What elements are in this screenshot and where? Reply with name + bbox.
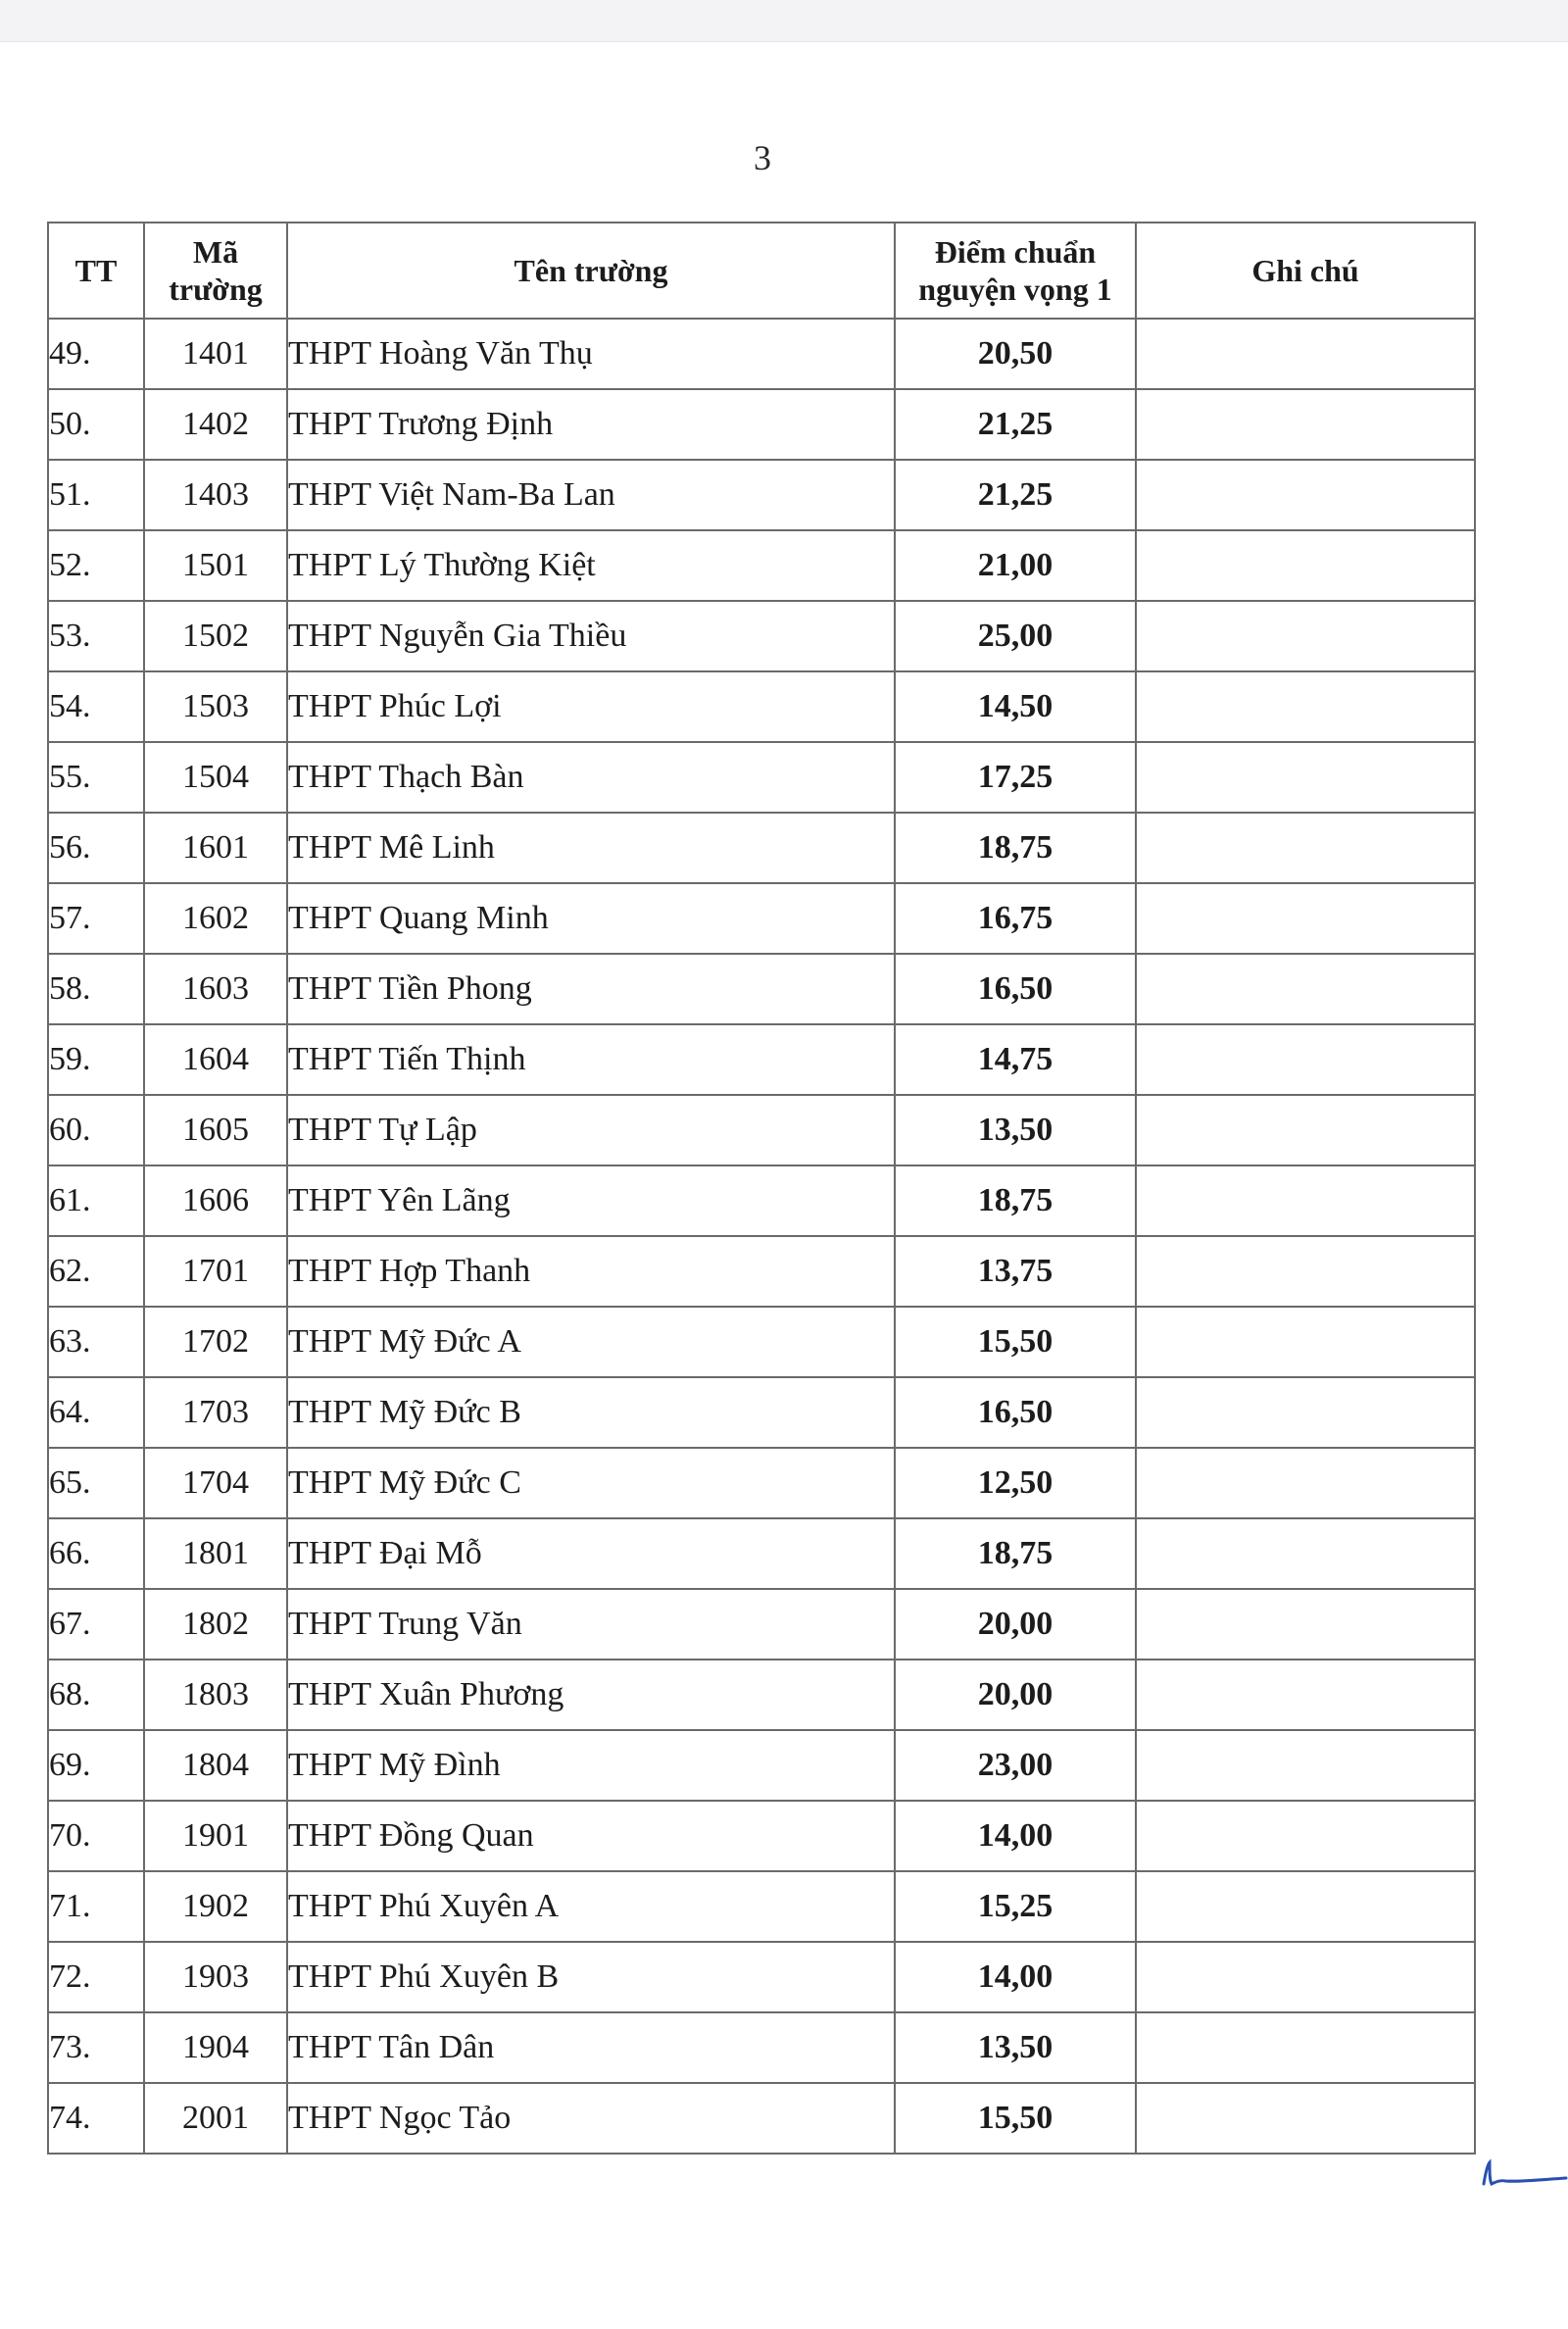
cell-tt: 63. [48, 1307, 144, 1377]
cell-cutoff-score: 15,50 [895, 2083, 1136, 2154]
cell-school-code: 1401 [144, 319, 287, 389]
cell-school-code: 1702 [144, 1307, 287, 1377]
cell-school-name: THPT Tân Dân [287, 2012, 895, 2083]
cell-school-name: THPT Mỹ Đình [287, 1730, 895, 1801]
cell-cutoff-score: 18,75 [895, 813, 1136, 883]
page-number: 3 [754, 138, 771, 177]
cell-note [1136, 1660, 1475, 1730]
cell-tt: 68. [48, 1660, 144, 1730]
table-row [48, 319, 1475, 389]
cell-school-code: 1503 [144, 671, 287, 742]
table-row [48, 1660, 1475, 1730]
table-row [48, 1165, 1475, 1236]
admission-scores-table [47, 222, 1476, 2155]
cell-tt: 69. [48, 1730, 144, 1801]
cell-cutoff-score: 16,50 [895, 1377, 1136, 1448]
table-row [48, 813, 1475, 883]
table-row [48, 1801, 1475, 1871]
cell-tt: 52. [48, 530, 144, 601]
cell-cutoff-score: 16,50 [895, 954, 1136, 1024]
table-row [48, 2083, 1475, 2154]
cell-school-code: 1501 [144, 530, 287, 601]
header-school-code-line1: Mã [192, 234, 239, 270]
cell-school-name: THPT Hoàng Văn Thụ [287, 319, 895, 389]
cell-school-name: THPT Mê Linh [287, 813, 895, 883]
cell-school-name: THPT Phúc Lợi [287, 671, 895, 742]
cell-note [1136, 1236, 1475, 1307]
cell-school-code: 1802 [144, 1589, 287, 1660]
cell-cutoff-score: 23,00 [895, 1730, 1136, 1801]
table-header [48, 223, 1475, 319]
table-row [48, 1589, 1475, 1660]
cell-tt: 65. [48, 1448, 144, 1518]
table-row [48, 1095, 1475, 1165]
cell-cutoff-score: 13,50 [895, 2012, 1136, 2083]
cell-tt: 72. [48, 1942, 144, 2012]
cell-note [1136, 1518, 1475, 1589]
cell-school-name: THPT Đại Mỗ [287, 1518, 895, 1589]
cell-note [1136, 1589, 1475, 1660]
cell-tt: 59. [48, 1024, 144, 1095]
cell-school-code: 1901 [144, 1801, 287, 1871]
table-row [48, 1871, 1475, 1942]
cell-tt: 73. [48, 2012, 144, 2083]
table-row [48, 1448, 1475, 1518]
cell-school-name: THPT Yên Lãng [287, 1165, 895, 1236]
header-school-name: Tên trường [287, 223, 895, 319]
table-row [48, 1024, 1475, 1095]
table-row [48, 1518, 1475, 1589]
cell-cutoff-score: 13,50 [895, 1095, 1136, 1165]
cell-school-code: 1804 [144, 1730, 287, 1801]
cell-school-name: THPT Lý Thường Kiệt [287, 530, 895, 601]
cell-note [1136, 1024, 1475, 1095]
table-row [48, 671, 1475, 742]
cell-tt: 50. [48, 389, 144, 460]
table-row [48, 530, 1475, 601]
table-row [48, 1730, 1475, 1801]
cell-tt: 55. [48, 742, 144, 813]
header-cutoff-score-line2: nguyện vọng 1 [918, 272, 1112, 307]
cell-note [1136, 1942, 1475, 2012]
cell-cutoff-score: 14,50 [895, 671, 1136, 742]
table-row [48, 601, 1475, 671]
cell-note [1136, 1095, 1475, 1165]
cell-school-code: 1504 [144, 742, 287, 813]
cell-school-name: THPT Mỹ Đức C [287, 1448, 895, 1518]
cell-school-name: THPT Ngọc Tảo [287, 2083, 895, 2154]
cell-school-code: 1402 [144, 389, 287, 460]
cell-note [1136, 1165, 1475, 1236]
cell-tt: 67. [48, 1589, 144, 1660]
table-row [48, 2012, 1475, 2083]
cell-cutoff-score: 17,25 [895, 742, 1136, 813]
table-row [48, 1377, 1475, 1448]
cell-school-name: THPT Việt Nam-Ba Lan [287, 460, 895, 530]
cell-note [1136, 319, 1475, 389]
header-school-code [144, 223, 287, 319]
cell-school-name: THPT Phú Xuyên A [287, 1871, 895, 1942]
cell-note [1136, 1871, 1475, 1942]
cell-note [1136, 460, 1475, 530]
table-row [48, 883, 1475, 954]
cell-note [1136, 1307, 1475, 1377]
table-row [48, 742, 1475, 813]
cell-note [1136, 530, 1475, 601]
cell-cutoff-score: 16,75 [895, 883, 1136, 954]
header-note: Ghi chú [1136, 223, 1475, 319]
cell-tt: 70. [48, 1801, 144, 1871]
cell-note [1136, 671, 1475, 742]
cell-tt: 49. [48, 319, 144, 389]
cell-cutoff-score: 14,00 [895, 1942, 1136, 2012]
header-cutoff-score-line1: Điểm chuẩn [934, 234, 1097, 270]
cell-cutoff-score: 15,25 [895, 1871, 1136, 1942]
cell-cutoff-score: 25,00 [895, 601, 1136, 671]
cell-school-name: THPT Đồng Quan [287, 1801, 895, 1871]
cell-school-code: 1701 [144, 1236, 287, 1307]
cell-school-code: 1601 [144, 813, 287, 883]
cell-note [1136, 954, 1475, 1024]
cell-school-code: 1704 [144, 1448, 287, 1518]
cell-note [1136, 1448, 1475, 1518]
cell-school-name: THPT Tiến Thịnh [287, 1024, 895, 1095]
cell-school-code: 1403 [144, 460, 287, 530]
cell-cutoff-score: 20,50 [895, 319, 1136, 389]
cell-note [1136, 813, 1475, 883]
cell-school-name: THPT Hợp Thanh [287, 1236, 895, 1307]
cell-school-name: THPT Xuân Phương [287, 1660, 895, 1730]
cell-note [1136, 2012, 1475, 2083]
cell-cutoff-score: 21,25 [895, 389, 1136, 460]
cell-note [1136, 389, 1475, 460]
cell-cutoff-score: 18,75 [895, 1165, 1136, 1236]
cell-tt: 71. [48, 1871, 144, 1942]
table-row [48, 1942, 1475, 2012]
cell-cutoff-score: 15,50 [895, 1307, 1136, 1377]
cell-tt: 64. [48, 1377, 144, 1448]
cell-school-code: 1604 [144, 1024, 287, 1095]
cell-cutoff-score: 13,75 [895, 1236, 1136, 1307]
cell-school-code: 1502 [144, 601, 287, 671]
cell-note [1136, 2083, 1475, 2154]
cell-school-name: THPT Nguyễn Gia Thiều [287, 601, 895, 671]
cell-tt: 74. [48, 2083, 144, 2154]
cell-note [1136, 883, 1475, 954]
cell-tt: 53. [48, 601, 144, 671]
cell-school-code: 1602 [144, 883, 287, 954]
cell-school-code: 1904 [144, 2012, 287, 2083]
cell-school-name: THPT Trương Định [287, 389, 895, 460]
cell-school-name: THPT Tự Lập [287, 1095, 895, 1165]
cell-school-code: 1603 [144, 954, 287, 1024]
cell-note [1136, 601, 1475, 671]
cell-cutoff-score: 14,75 [895, 1024, 1136, 1095]
table-row [48, 389, 1475, 460]
cell-tt: 61. [48, 1165, 144, 1236]
header-school-code-line2: trường [169, 272, 263, 307]
cell-school-code: 1606 [144, 1165, 287, 1236]
cell-cutoff-score: 18,75 [895, 1518, 1136, 1589]
cell-tt: 66. [48, 1518, 144, 1589]
header-cutoff-score [895, 223, 1136, 319]
table-row [48, 1307, 1475, 1377]
cell-tt: 57. [48, 883, 144, 954]
cell-school-code: 1803 [144, 1660, 287, 1730]
cell-school-name: THPT Tiền Phong [287, 954, 895, 1024]
cell-school-name: THPT Quang Minh [287, 883, 895, 954]
cell-cutoff-score: 14,00 [895, 1801, 1136, 1871]
cell-tt: 60. [48, 1095, 144, 1165]
cell-school-code: 1902 [144, 1871, 287, 1942]
table-row [48, 954, 1475, 1024]
cell-note [1136, 1730, 1475, 1801]
cell-school-code: 2001 [144, 2083, 287, 2154]
viewer-top-bar [0, 0, 1568, 42]
handwritten-initial-mark [1478, 2155, 1568, 2194]
cell-cutoff-score: 20,00 [895, 1660, 1136, 1730]
cell-school-name: THPT Thạch Bàn [287, 742, 895, 813]
cell-tt: 58. [48, 954, 144, 1024]
cell-school-name: THPT Mỹ Đức A [287, 1307, 895, 1377]
table-row [48, 460, 1475, 530]
cell-school-code: 1703 [144, 1377, 287, 1448]
table-row [48, 1236, 1475, 1307]
cell-school-name: THPT Phú Xuyên B [287, 1942, 895, 2012]
cell-tt: 56. [48, 813, 144, 883]
cell-tt: 51. [48, 460, 144, 530]
cell-cutoff-score: 21,25 [895, 460, 1136, 530]
cell-school-code: 1605 [144, 1095, 287, 1165]
cell-cutoff-score: 12,50 [895, 1448, 1136, 1518]
cell-cutoff-score: 21,00 [895, 530, 1136, 601]
cell-note [1136, 1377, 1475, 1448]
cell-school-name: THPT Mỹ Đức B [287, 1377, 895, 1448]
cell-school-code: 1903 [144, 1942, 287, 2012]
cell-tt: 62. [48, 1236, 144, 1307]
cell-tt: 54. [48, 671, 144, 742]
cell-note [1136, 1801, 1475, 1871]
table-body [48, 319, 1475, 2154]
cell-school-name: THPT Trung Văn [287, 1589, 895, 1660]
cell-note [1136, 742, 1475, 813]
cell-cutoff-score: 20,00 [895, 1589, 1136, 1660]
cell-school-code: 1801 [144, 1518, 287, 1589]
header-tt: TT [48, 223, 144, 319]
header-row [48, 223, 1475, 319]
